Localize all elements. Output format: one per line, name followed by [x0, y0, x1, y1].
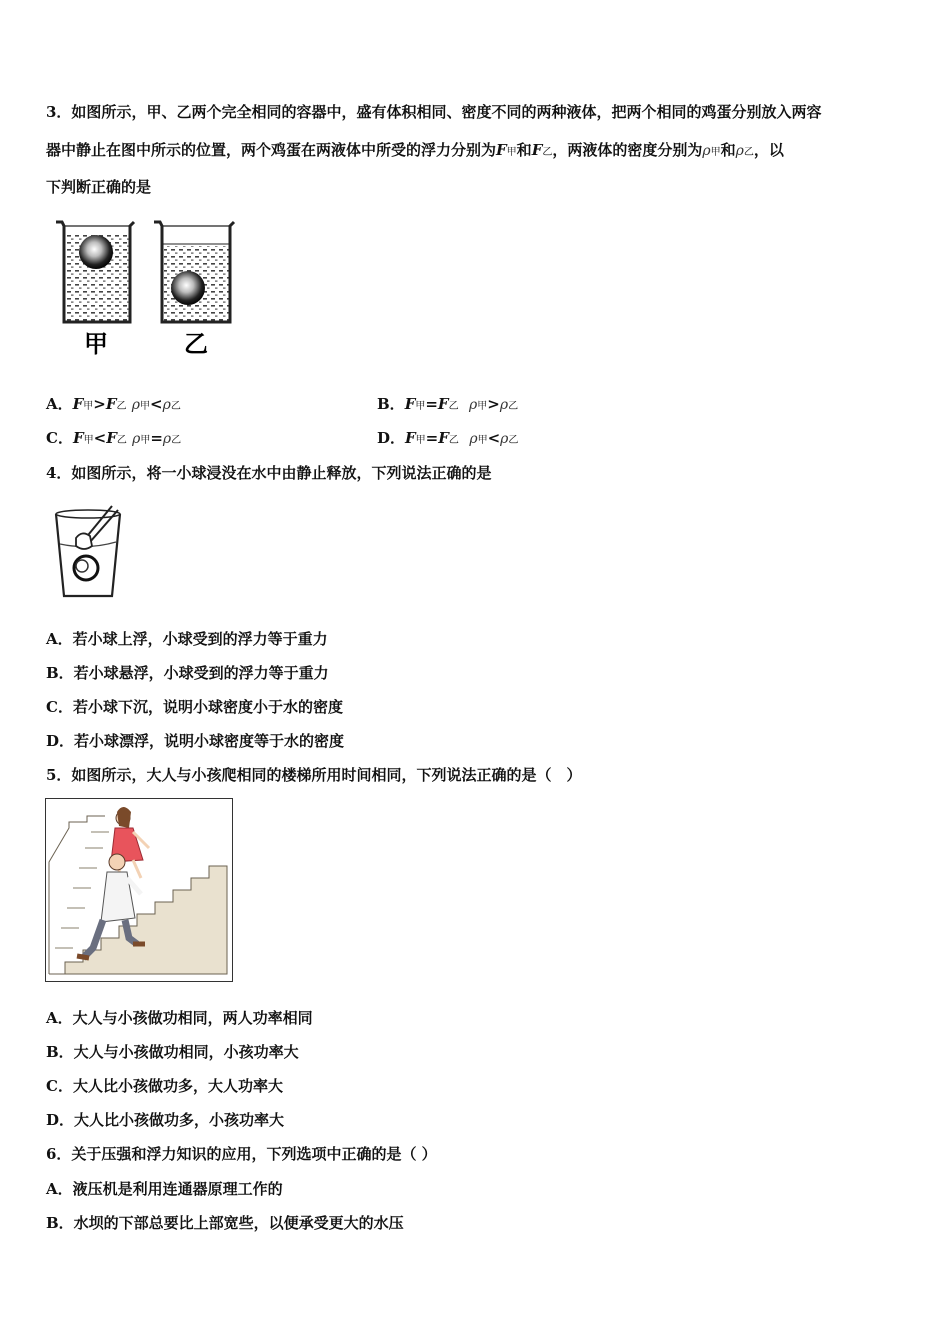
symbol-rho: ρ — [735, 143, 744, 159]
relation: = — [425, 395, 438, 413]
q3-stem-line3: 下判断正确的是 — [46, 178, 152, 196]
sub-yi: 乙 — [448, 435, 459, 446]
symbol-rho: ρ — [702, 143, 711, 159]
egg-floating — [79, 235, 113, 269]
egg-suspended — [171, 271, 205, 305]
q3-option-c[interactable] — [46, 428, 181, 451]
q3-stem-text-a: 器中静止在图中所示的位置，两个鸡蛋在两液体中所受的浮力分别为 — [46, 141, 497, 159]
hand-icon — [76, 533, 92, 549]
q3-stem-text-c: ，以 — [753, 141, 784, 159]
sub-jia: 甲 — [710, 147, 721, 158]
fig-label-jia: 甲 — [84, 330, 108, 358]
sub-jia: 甲 — [83, 401, 94, 412]
symbol-F: F — [72, 429, 84, 447]
beaker-yi — [154, 222, 234, 322]
symbol-rho: ρ — [162, 431, 172, 447]
q5-option-c[interactable]: C．大人比小孩做功多，大人功率大 — [46, 1077, 283, 1095]
symbol-F: F — [72, 395, 84, 413]
option-letter: A． — [46, 395, 73, 413]
sub-jia: 甲 — [477, 435, 488, 446]
q3-stem-line2 — [46, 140, 784, 163]
relation: < — [487, 429, 501, 447]
symbol-F: F — [438, 429, 449, 447]
symbol-F: F — [531, 141, 543, 159]
sub-jia: 甲 — [415, 435, 426, 446]
symbol-rho: ρ — [469, 397, 478, 413]
sub-yi: 乙 — [508, 435, 519, 446]
sub-yi: 乙 — [542, 147, 553, 158]
sub-jia: 甲 — [506, 147, 517, 158]
sub-yi: 乙 — [743, 147, 754, 158]
q4-option-c[interactable]: C．若小球下沉，说明小球密度小于水的密度 — [46, 698, 343, 716]
word-he: 和 — [516, 141, 532, 159]
sub-yi: 乙 — [508, 401, 519, 412]
q4-option-d[interactable]: D．若小球漂浮，说明小球密度等于水的密度 — [46, 732, 345, 750]
sub-jia: 甲 — [140, 435, 151, 446]
relation: > — [93, 395, 106, 413]
q4-glass-figure — [50, 502, 130, 602]
symbol-rho: ρ — [500, 431, 509, 447]
word-he: 和 — [720, 141, 736, 159]
q5-option-a[interactable]: A．大人与小孩做功相同，两人功率相同 — [46, 1009, 313, 1027]
q3-option-d[interactable] — [377, 428, 518, 451]
symbol-rho: ρ — [469, 431, 478, 447]
sub-jia: 甲 — [477, 401, 488, 412]
relation: < — [150, 395, 163, 413]
symbol-F: F — [105, 395, 117, 413]
relation: = — [425, 429, 439, 447]
q3-option-b[interactable] — [377, 394, 518, 417]
option-letter: D． — [377, 429, 406, 447]
q5-option-b[interactable]: B．大人与小孩做功相同，小孩功率大 — [46, 1043, 299, 1061]
symbol-rho: ρ — [131, 397, 140, 413]
beaker-jia — [56, 222, 134, 322]
symbol-F: F — [437, 395, 449, 413]
q5-stem: 5．如图所示，大人与小孩爬相同的楼梯所用时间相同，下列说法正确的是（ ） — [46, 766, 582, 784]
q6-stem: 6．关于压强和浮力知识的应用，下列选项中正确的是（ ） — [46, 1145, 437, 1163]
relation: > — [487, 395, 500, 413]
q4-stem: 4．如图所示，将一小球浸没在水中由静止释放，下列说法正确的是 — [46, 464, 492, 482]
sub-yi: 乙 — [170, 401, 181, 412]
option-letter: B． — [377, 395, 405, 413]
sub-jia: 甲 — [83, 435, 94, 446]
q4-option-a[interactable]: A．若小球上浮，小球受到的浮力等于重力 — [46, 630, 328, 648]
q3-beakers-figure — [50, 212, 250, 362]
q4-option-b[interactable]: B．若小球悬浮，小球受到的浮力等于重力 — [46, 664, 329, 682]
option-letter: C． — [46, 429, 73, 447]
q3-stem-text-b: ，两液体的密度分别为 — [552, 141, 703, 159]
sub-yi: 乙 — [171, 435, 182, 446]
q6-option-a[interactable]: A．液压机是利用连通器原理工作的 — [46, 1180, 283, 1198]
sub-jia: 甲 — [415, 401, 426, 412]
symbol-F: F — [404, 395, 416, 413]
q6-option-b[interactable]: B．水坝的下部总要比上部宽些，以便承受更大的水压 — [46, 1214, 404, 1232]
q3-stem-line1: 3．如图所示，甲、乙两个完全相同的容器中，盛有体积相同、密度不同的两种液体，把两个相同的鸡蛋分别放入两容 — [46, 103, 822, 121]
symbol-rho: ρ — [499, 397, 509, 413]
symbol-rho: ρ — [132, 431, 141, 447]
relation: < — [93, 429, 107, 447]
fig-label-yi: 乙 — [184, 330, 208, 358]
q5-option-d[interactable]: D．大人比小孩做功多，小孩功率大 — [46, 1111, 285, 1129]
symbol-F: F — [496, 141, 507, 159]
symbol-rho: ρ — [162, 397, 171, 413]
sub-yi: 乙 — [116, 435, 127, 446]
sub-yi: 乙 — [448, 401, 459, 412]
q3-option-a[interactable] — [46, 394, 181, 417]
relation: = — [150, 429, 163, 447]
sub-jia: 甲 — [140, 401, 150, 412]
sub-yi: 乙 — [116, 401, 127, 412]
symbol-F: F — [106, 429, 117, 447]
q5-stairs-figure — [45, 798, 233, 982]
symbol-F: F — [405, 429, 416, 447]
